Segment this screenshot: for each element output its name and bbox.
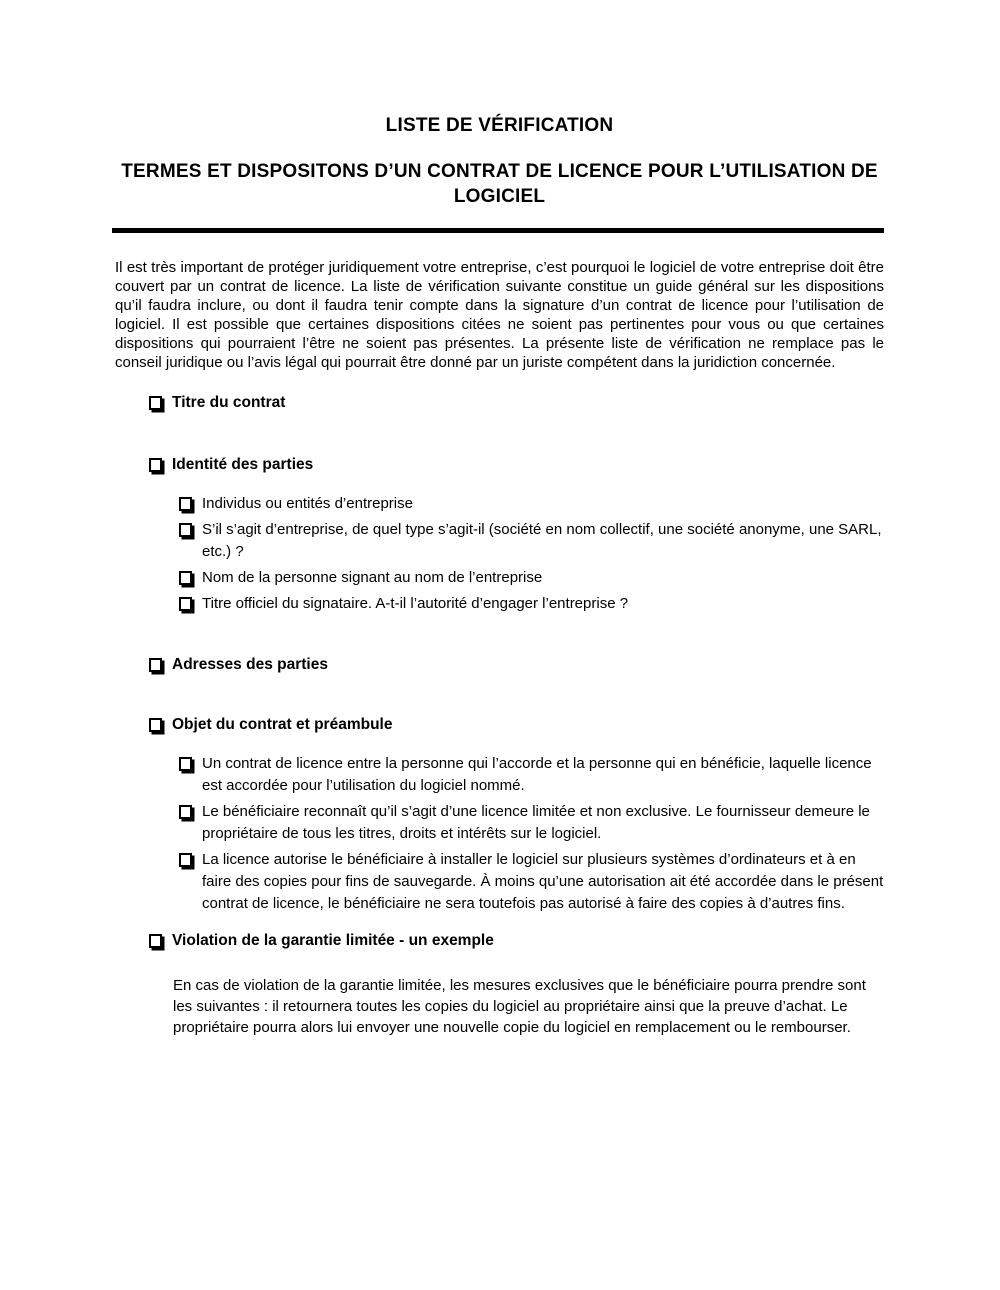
title-divider <box>112 228 884 233</box>
list-item <box>115 593 884 615</box>
section-objet-du-contrat <box>115 715 884 915</box>
list-item-text: Nom de la personne signant au nom de l’entreprise <box>202 569 543 586</box>
checkbox-icon[interactable] <box>179 597 192 611</box>
checkbox-icon[interactable] <box>149 934 162 948</box>
intro-paragraph: Il est très important de protéger juridiquement votre entreprise, c’est pourquoi le logiciel de votre entreprise doit être couvert par un contrat de licence. La liste de vérification suivante constitue un guide général sur les dispositions qu’il faudra inclure, ou dont il faudra tenir compte dans la signature d’un contrat de licence pour l’utilisation de logiciel. Il est possible que certaines dispositions citées ne soient pas pertinentes pour vous ou que certaines dispositions qui pourraient l’être ne soient pas présentes. La présente liste de vérification ne remplace pas le conseil juridique ou l’avis légal qui pourrait être donné par un juriste compétent dans la juridiction concernée. <box>115 259 884 371</box>
checkbox-icon[interactable] <box>149 658 162 672</box>
checkbox-icon[interactable] <box>179 523 192 537</box>
checkbox-icon[interactable] <box>149 458 162 472</box>
list-item-text: Individus ou entités d’entreprise <box>202 495 413 512</box>
section-heading-row <box>115 393 884 413</box>
checkbox-icon[interactable] <box>179 853 192 867</box>
checkbox-icon[interactable] <box>149 396 162 410</box>
list-item <box>115 801 884 845</box>
list-item-text: Le bénéficiaire reconnaît qu’il s’agit d’une licence limitée et non exclusive. Le fournisseur demeure le propriétaire de tous les titres, droits et intérêts sur le logiciel. <box>202 803 870 842</box>
section-violation-garantie <box>115 931 884 1038</box>
section-titre-du-contrat <box>115 393 884 413</box>
list-item-text: Titre officiel du signataire. A-t-il l’autorité d’engager l’entreprise ? <box>202 595 629 612</box>
list-item-text: Un contrat de licence entre la personne qui l’accorde et la personne qui en bénéficie, laquelle licence est accordée pour l’utilisation du logiciel nommé. <box>202 755 872 794</box>
section-heading-row <box>115 455 884 475</box>
list-item <box>115 753 884 797</box>
document-title: LISTE DE VÉRIFICATION <box>385 115 614 136</box>
section-heading: Identité des parties <box>172 456 314 473</box>
checkbox-icon[interactable] <box>149 718 162 732</box>
section-heading: Titre du contrat <box>172 394 286 411</box>
section-heading-row <box>115 931 884 951</box>
section-adresses-des-parties <box>115 655 884 675</box>
checkbox-icon[interactable] <box>179 805 192 819</box>
checkbox-icon[interactable] <box>179 757 192 771</box>
checklist <box>115 753 884 915</box>
list-item <box>115 493 884 515</box>
list-item <box>115 849 884 915</box>
section-paragraph: En cas de violation de la garantie limitée, les mesures exclusives que le bénéficiaire pourra prendre sont les suivantes : il retournera toutes les copies du logiciel au propriétaire ainsi que la preuve d’achat. Le propriétaire pourra alors lui envoyer une nouvelle copie du logiciel en remplacement ou le rembourser. <box>173 977 866 1036</box>
list-item <box>115 519 884 563</box>
checkbox-icon[interactable] <box>179 497 192 511</box>
checkbox-icon[interactable] <box>179 571 192 585</box>
list-item-text: S’il s’agit d’entreprise, de quel type s’agit-il (société en nom collectif, une société anonyme, une SARL, etc.) ? <box>202 521 882 560</box>
section-heading: Violation de la garantie limitée - un exemple <box>172 932 494 949</box>
section-heading-row <box>115 715 884 735</box>
document-subtitle: TERMES ET DISPOSITONS D’UN CONTRAT DE LICENCE POUR L’UTILISATION DE LOGICIEL <box>121 161 878 207</box>
checklist <box>115 493 884 615</box>
section-identite-des-parties <box>115 455 884 615</box>
section-heading: Objet du contrat et préambule <box>172 716 393 733</box>
list-item-text: La licence autorise le bénéficiaire à installer le logiciel sur plusieurs systèmes d’ordinateurs et à en faire des copies pour fins de sauvegarde. À moins qu’une autorisation ait été accordée dans le présent contrat de licence, le bénéficiaire ne sera toutefois pas autorisé à faire des copies à d’autres fins. <box>202 851 884 912</box>
section-heading-row <box>115 655 884 675</box>
list-item <box>115 567 884 589</box>
section-heading: Adresses des parties <box>172 656 328 673</box>
